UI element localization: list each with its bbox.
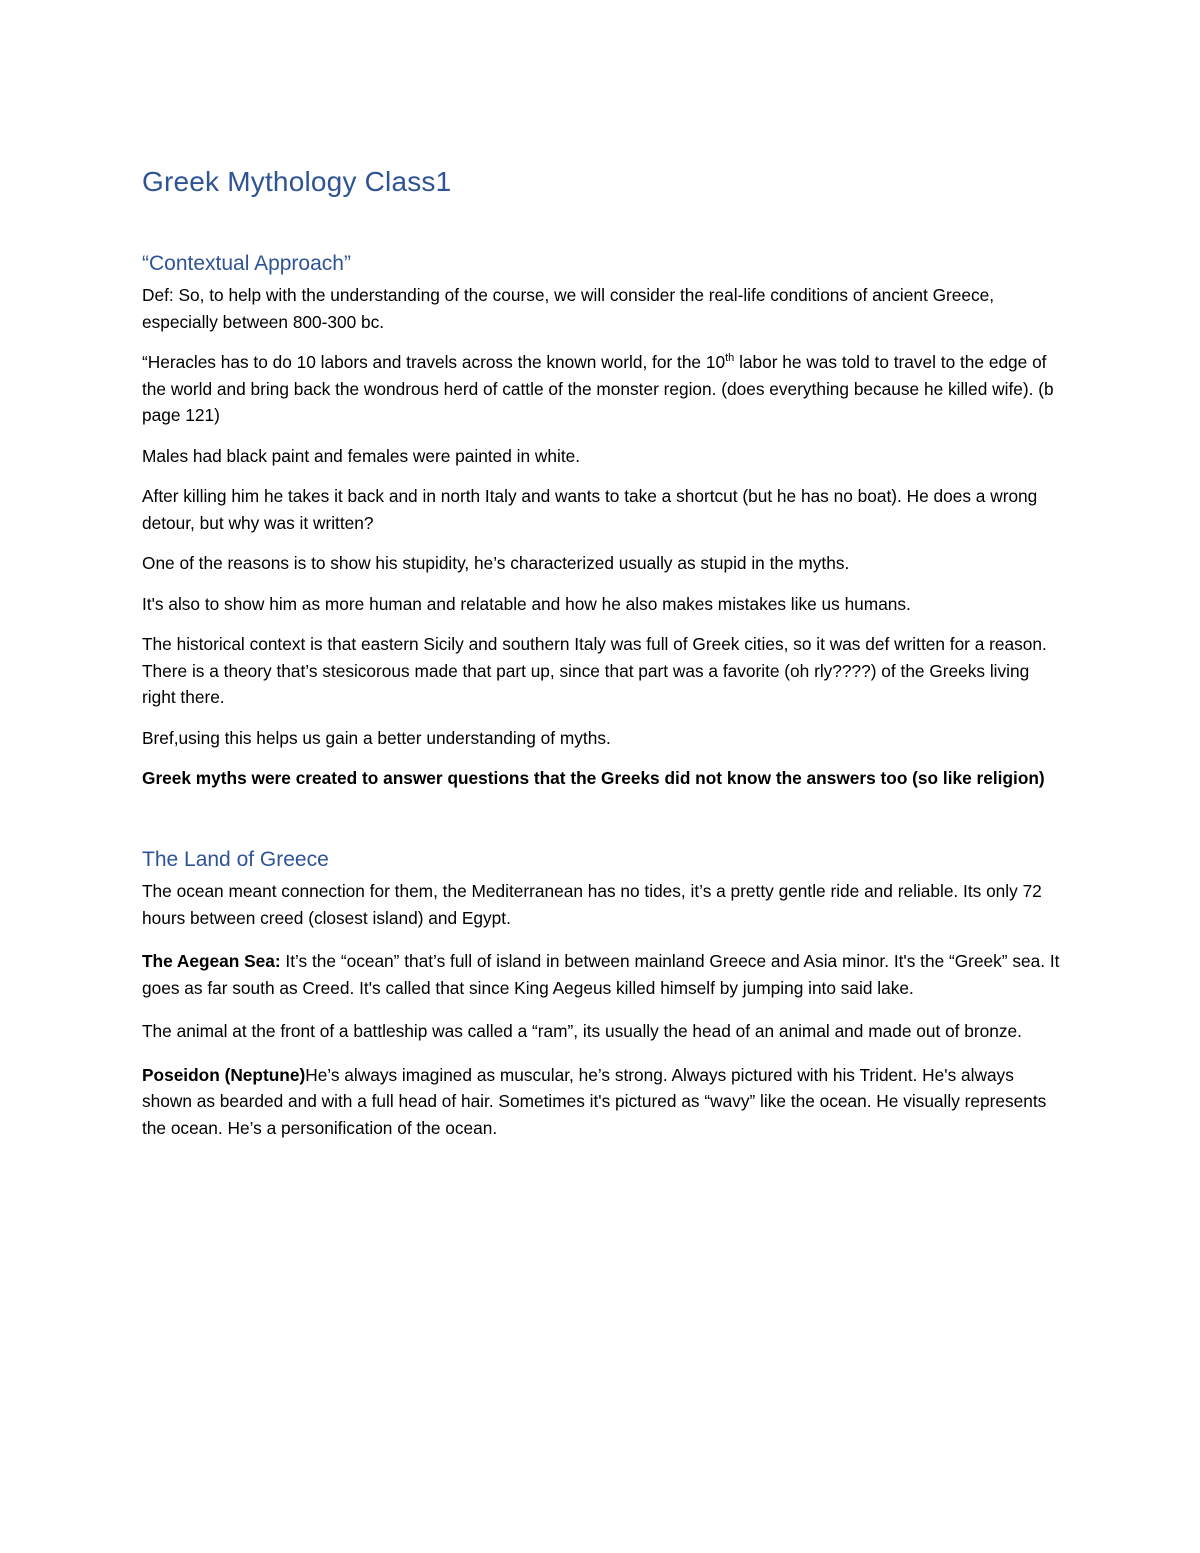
section-land-of-greece — [142, 846, 1062, 1155]
poseidon-paragraph — [142, 1062, 1062, 1142]
superscript-th: th — [725, 352, 735, 365]
historical-context-paragraph: The historical context is that eastern Sicily and southern Italy was full of Greek cities, so it was def written for a reason. There is a theory that’s stesicorous made that part up, since that part was a favorite (oh rly????) of the Greeks living right there. — [142, 634, 1047, 707]
detour-paragraph: After killing him he takes it back and in north Italy and wants to take a shortcut (but he has no boat). He does a wrong detour, but why was it written? — [142, 486, 1038, 533]
aegean-label: The Aegean Sea: — [142, 951, 281, 971]
stupidity-paragraph: One of the reasons is to show his stupidity, he’s characterized usually as stupid in the myths. — [142, 553, 850, 573]
section-contextual-approach — [142, 250, 1062, 806]
document-title: Greek Mythology Class1 — [142, 166, 452, 197]
heracles-paragraph — [142, 349, 1062, 429]
heracles-text-a: “Heracles has to do 10 labors and travels across the known world, for the 10 — [142, 352, 726, 372]
definition-text: So, to help with the understanding of the course, we will consider the real-life conditions of ancient Greece, especially between 800-300 bc. — [142, 285, 995, 332]
heracles-text-b: labor he was told to travel to the edge of the world and bring back the wondrous herd of cattle of the monster region. (does everything because he killed wife). (b page 121) — [142, 352, 1054, 425]
section-heading-contextual-approach: “Contextual Approach” — [142, 252, 351, 275]
definition-label: Def: — [142, 285, 174, 305]
definition-paragraph — [142, 282, 1062, 335]
poseidon-label: Poseidon (Neptune) — [142, 1064, 306, 1085]
human-paragraph: It's also to show him as more human and relatable and how he also makes mistakes like us humans. — [142, 593, 911, 614]
aegean-text: It’s the “ocean” that’s full of island in between mainland Greece and Asia minor. It's the “Greek” sea. It goes as far south as Creed. It's called that since King Aegeus killed himself by jumping into said lake. — [142, 951, 1060, 998]
ram-paragraph: The animal at the front of a battleship was called a “ram”, its usually the head of an animal and made out of bronze. — [142, 1021, 1022, 1041]
ocean-paragraph: The ocean meant connection for them, the Mediterranean has no tides, it’s a pretty gentle ride and reliable. Its only 72 hours between creed (closest island) and Egypt. — [142, 881, 1042, 928]
section-heading-land-of-greece: The Land of Greece — [142, 848, 329, 871]
greek-myths-bold-text: Greek myths were created to answer questions that the Greeks did not know the answers too (so like religion) — [142, 768, 1045, 788]
aegean-paragraph — [142, 948, 1062, 1001]
bref-paragraph: Bref,using this helps us gain a better understanding of myths. — [142, 727, 611, 748]
poseidon-text: He’s always imagined as muscular, he’s strong. Always pictured with his Trident. He's always shown as bearded and with a full head of hair. Sometimes it's pictured as “wavy” like the ocean. He visually represents the ocean. He’s a personification of the ocean. — [142, 1064, 1047, 1138]
paint-paragraph: Males had black paint and females were painted in white. — [142, 445, 581, 466]
greek-myths-bold-paragraph — [142, 765, 1062, 792]
